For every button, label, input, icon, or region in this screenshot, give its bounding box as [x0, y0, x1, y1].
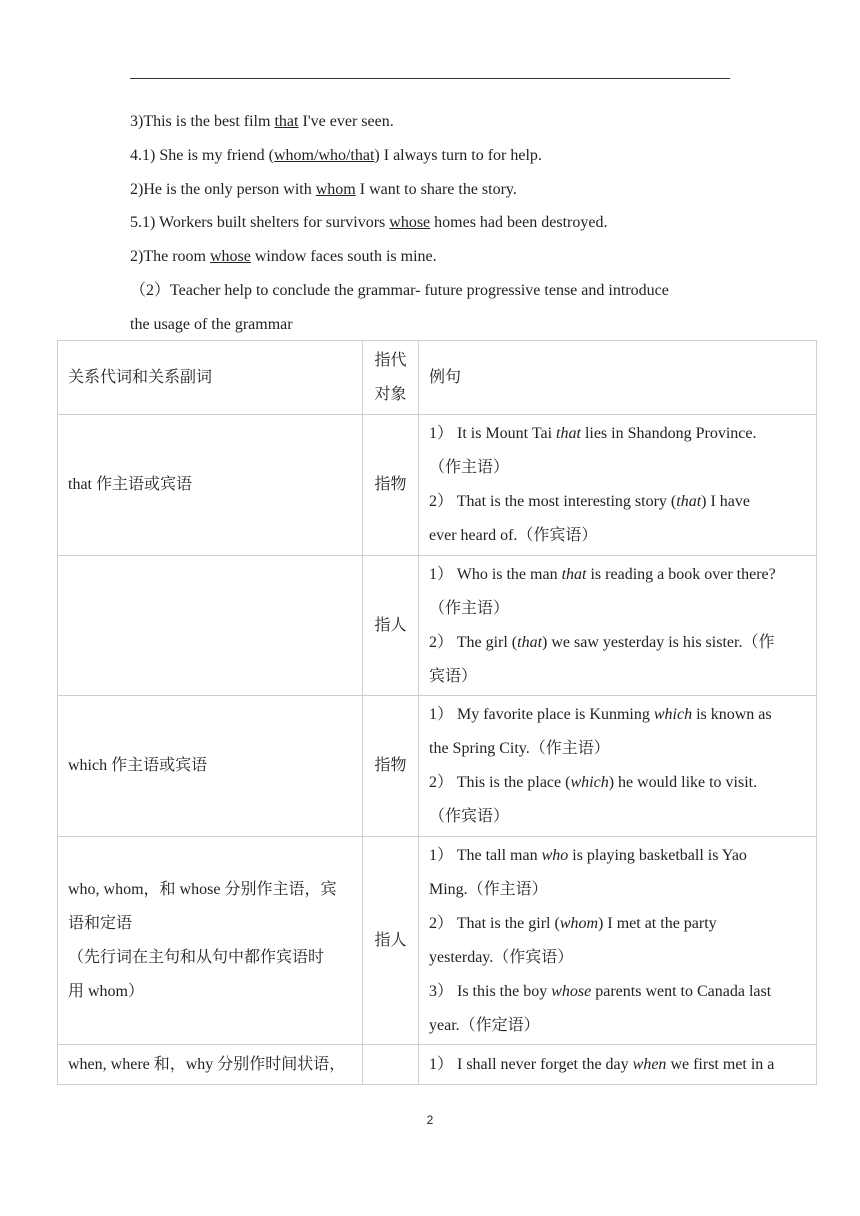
- example-sentence-2: 4.1) She is my friend (whom/who/that) I always turn to for help.: [130, 147, 542, 164]
- example-sentence-3: 2)He is the only person with whom I want to share the story.: [130, 181, 517, 198]
- page-number: 2: [426, 1113, 434, 1127]
- example-sentence-4: 5.1) Workers built shelters for survivors whose homes had been destroyed.: [130, 214, 608, 231]
- header-example: 例句: [419, 341, 817, 415]
- table-row: [58, 696, 817, 837]
- row-target: 指物: [363, 696, 419, 837]
- relative-pronoun-table: [57, 340, 817, 1085]
- table-row: [58, 415, 817, 556]
- row-target: 指人: [363, 556, 419, 696]
- example-sentence-1: 3)This is the best film that I've ever seen.: [130, 113, 394, 130]
- row-examples: 1） I shall never forget the day when we first met in a: [419, 1045, 817, 1085]
- table-row: [58, 1045, 817, 1085]
- header-pronoun: 关系代词和关系副词: [58, 341, 363, 415]
- teacher-note-line-2: the usage of the grammar: [130, 316, 293, 333]
- header-target: 指代 对象: [363, 341, 419, 415]
- example-sentence-5: 2)The room whose window faces south is mine.: [130, 248, 437, 265]
- row-pronoun: who, whom，和 whose 分别作主语，宾 语和定语 （先行词在主句和从句中都作宾语时 用 whom）: [58, 837, 363, 1045]
- header-rule: [130, 78, 730, 79]
- row-pronoun: that 作主语或宾语: [58, 415, 363, 556]
- row-examples: 1） My favorite place is Kunming which is known as the Spring City.（作主语） 2） This is the place (which) he would like to visit. （作宾语）: [419, 696, 817, 837]
- teacher-note-line-1: （2）Teacher help to conclude the grammar- future progressive tense and introduce: [130, 282, 669, 299]
- table-row: [58, 556, 817, 696]
- table-row: [58, 837, 817, 1045]
- table-header-row: [58, 341, 817, 415]
- row-pronoun: when, where 和，why 分别作时间状语，: [58, 1045, 363, 1085]
- row-target: [363, 1045, 419, 1085]
- row-pronoun: which 作主语或宾语: [58, 696, 363, 837]
- row-examples: 1） Who is the man that is reading a book over there? （作主语） 2） The girl (that) we saw yesterday is his sister.（作 宾语）: [419, 556, 817, 696]
- row-examples: 1） It is Mount Tai that lies in Shandong Province. （作主语） 2） That is the most interesting story (that) I have ever heard of.（作宾语）: [419, 415, 817, 556]
- row-target: 指人: [363, 837, 419, 1045]
- row-target: 指物: [363, 415, 419, 556]
- row-examples: 1） The tall man who is playing basketball is Yao Ming.（作主语） 2） That is the girl (whom) I met at the party yesterday.（作宾语） 3） Is this the boy whose parents went to Canada last year.（作定语）: [419, 837, 817, 1045]
- row-pronoun: [58, 556, 363, 696]
